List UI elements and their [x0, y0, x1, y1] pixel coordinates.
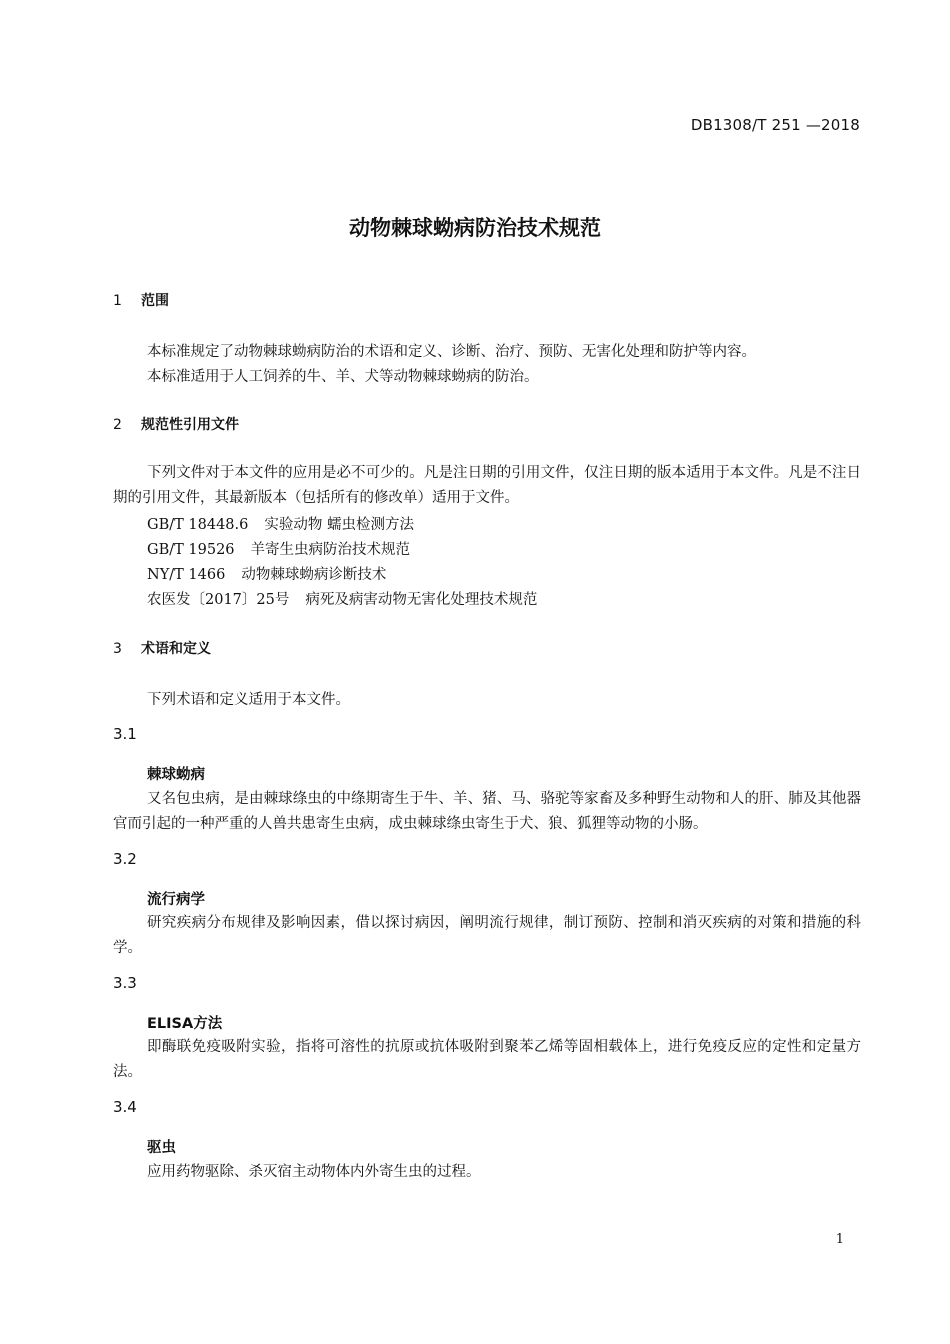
reference-item — [147, 588, 537, 609]
reference-code: GB/T 18448.6 — [147, 517, 249, 533]
section-title: 范围 — [141, 293, 169, 309]
section-title: 规范性引用文件 — [141, 417, 239, 433]
page-title: 动物棘球蚴病防治技术规范 — [349, 216, 601, 240]
reference-item — [147, 538, 410, 559]
reference-name: 病死及病害动物无害化处理技术规范 — [305, 592, 538, 608]
term-definition — [113, 1035, 861, 1085]
paragraph: 本标准适用于人工饲养的牛、羊、犬等动物棘球蚴病的防治。 — [147, 369, 539, 385]
reference-name: 实验动物 蠕虫检测方法 — [264, 517, 414, 533]
reference-code: GB/T 19526 — [147, 542, 235, 558]
term-name: 驱虫 — [147, 1140, 176, 1156]
document-code: DB1308/T 251 —2018 — [690, 116, 860, 134]
term-name: ELISA方法 — [147, 1016, 223, 1032]
definition-text: 研究疾病分布规律及影响因素，借以探讨病因，阐明流行规律，制订预防、控制和消灭疾病的对策和措施的科学。 — [113, 915, 861, 956]
term-name: 流行病学 — [147, 892, 205, 908]
section-number: 2 — [113, 417, 122, 433]
paragraph: 本标准规定了动物棘球蚴病防治的术语和定义、诊断、治疗、预防、无害化处理和防护等内容。 — [147, 344, 756, 360]
reference-name: 羊寄生虫病防治技术规范 — [250, 542, 411, 558]
term-definition — [113, 911, 861, 961]
definition-text: 又名包虫病，是由棘球绦虫的中绦期寄生于牛、羊、猪、马、骆驼等家畜及多种野生动物和人的肝、肺及其他器官而引起的一种严重的人兽共患寄生虫病，成虫棘球绦虫寄生于犬、狼、狐狸等动物的小肠。 — [113, 791, 861, 832]
clause-number: 3.1 — [113, 725, 137, 743]
section-title: 术语和定义 — [141, 641, 211, 657]
reference-name: 动物棘球蚴病诊断技术 — [241, 567, 387, 583]
section-heading-terms-definitions — [113, 638, 211, 658]
paragraph — [113, 461, 861, 511]
section-number: 1 — [113, 293, 122, 309]
definition-text: 即酶联免疫吸附实验，指将可溶性的抗原或抗体吸附到聚苯乙烯等固相载体上，进行免疫反应的定性和定量方法。 — [113, 1039, 861, 1080]
term-name: 棘球蚴病 — [147, 767, 205, 783]
paragraph: 下列术语和定义适用于本文件。 — [147, 692, 350, 708]
section-number: 3 — [113, 641, 122, 657]
term-definition — [113, 787, 861, 837]
clause-number: 3.4 — [113, 1098, 137, 1116]
reference-item — [147, 563, 386, 584]
section-heading-normative-references — [113, 414, 239, 434]
page-number: 1 — [835, 1232, 844, 1247]
reference-item — [147, 513, 414, 534]
clause-number: 3.2 — [113, 850, 137, 868]
reference-code: 农医发〔2017〕25号 — [147, 592, 290, 608]
term-definition: 应用药物驱除、杀灭宿主动物体内外寄生虫的过程。 — [147, 1164, 481, 1180]
section-heading-scope — [113, 290, 169, 310]
reference-code: NY/T 1466 — [147, 567, 226, 583]
paragraph-text: 下列文件对于本文件的应用是必不可少的。凡是注日期的引用文件，仅注日期的版本适用于本文件。凡是不注日期的引用文件，其最新版本（包括所有的修改单）适用于文件。 — [113, 465, 861, 506]
clause-number: 3.3 — [113, 974, 137, 992]
